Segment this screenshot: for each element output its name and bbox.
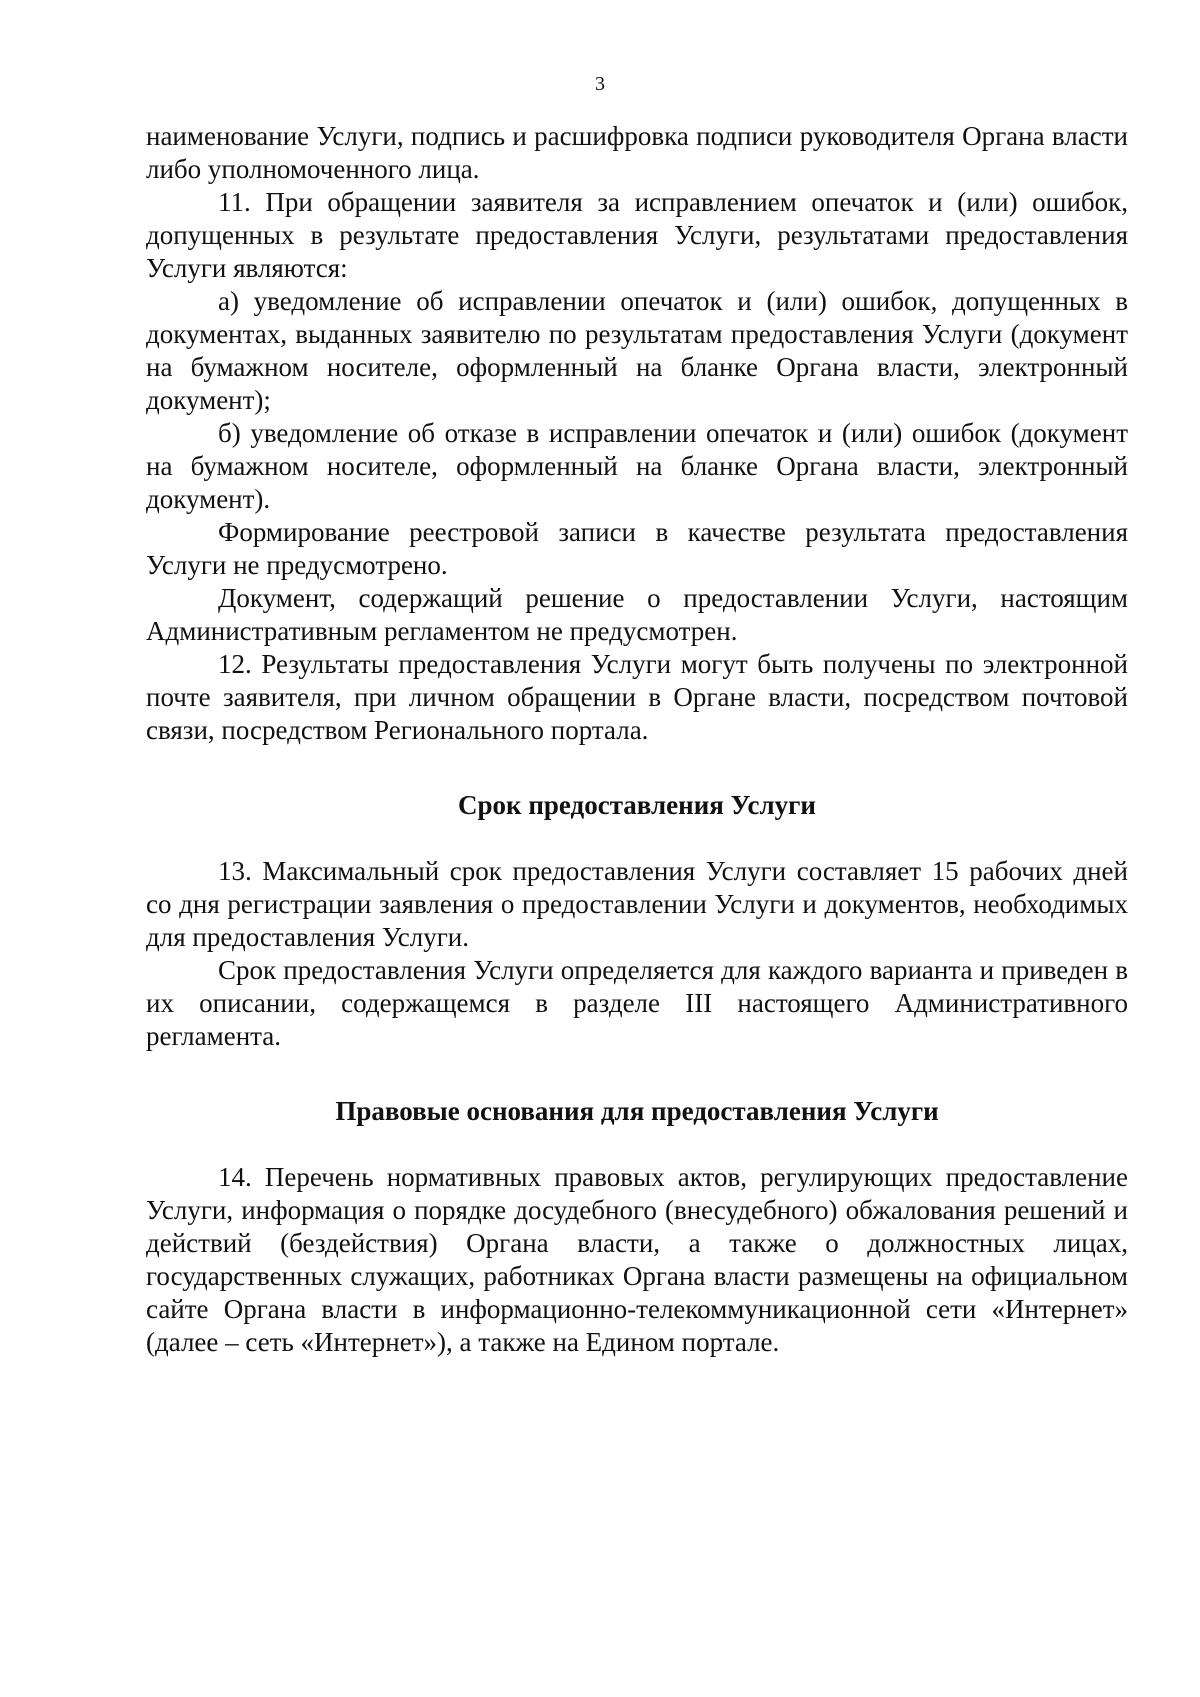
paragraph-item-11a: а) уведомление об исправлении опечаток и (или) ошибок, допущенных в документах, выданных заявителю по результатам предоставления Услуги (документ на бумажном носителе, оформленный на бланке Органа власти, электронный документ); <box>146 286 1128 415</box>
document-body <box>146 120 1128 1359</box>
paragraph-item-11b: б) уведомление об отказе в исправлении опечаток и (или) ошибок (документ на бумажном носителе, оформленный на бланке Органа власти, электронный документ). <box>146 418 1128 514</box>
paragraph-continuation: наименование Услуги, подпись и расшифровка подписи руководителя Органа власти либо уполномоченного лица. <box>146 121 1128 184</box>
section-heading-term: Срок предоставления Услуги <box>458 790 816 820</box>
paragraph-registry-record: Формирование реестровой записи в качестве результата предоставления Услуги не предусмотрено. <box>146 517 1128 580</box>
paragraph-item-13: 13. Максимальный срок предоставления Услуги составляет 15 рабочих дней со дня регистрации заявления о предоставлении Услуги и документов, необходимых для предоставления Услуги. <box>146 856 1128 952</box>
paragraph-term-variant: Срок предоставления Услуги определяется для каждого варианта и приведен в их описании, содержащемся в разделе III настоящего Административного регламента. <box>146 955 1128 1051</box>
paragraph-decision-document: Документ, содержащий решение о предоставлении Услуги, настоящим Административным регламентом не предусмотрен. <box>146 583 1128 646</box>
paragraph-item-11: 11. При обращении заявителя за исправлением опечаток и (или) ошибок, допущенных в результате предоставления Услуги, результатами предоставления Услуги являются: <box>146 187 1128 283</box>
paragraph-item-14: 14. Перечень нормативных правовых актов, регулирующих предоставление Услуги, информация о порядке досудебного (внесудебного) обжалования решений и действий (бездействия) Органа власти, а также о должностных лицах, государственных служащих, работниках Органа власти размещены на официальном сайте Органа власти в информационно-телекоммуникационной сети «Интернет» (далее – сеть «Интернет»), а также на Едином портале. <box>146 1162 1128 1357</box>
section-heading-legal-basis: Правовые основания для предоставления Услуги <box>335 1096 939 1126</box>
paragraph-item-12: 12. Результаты предоставления Услуги могут быть получены по электронной почте заявителя, при личном обращении в Органе власти, посредством почтовой связи, посредством Регионального портала. <box>146 649 1128 745</box>
page-number: 3 <box>595 73 605 95</box>
